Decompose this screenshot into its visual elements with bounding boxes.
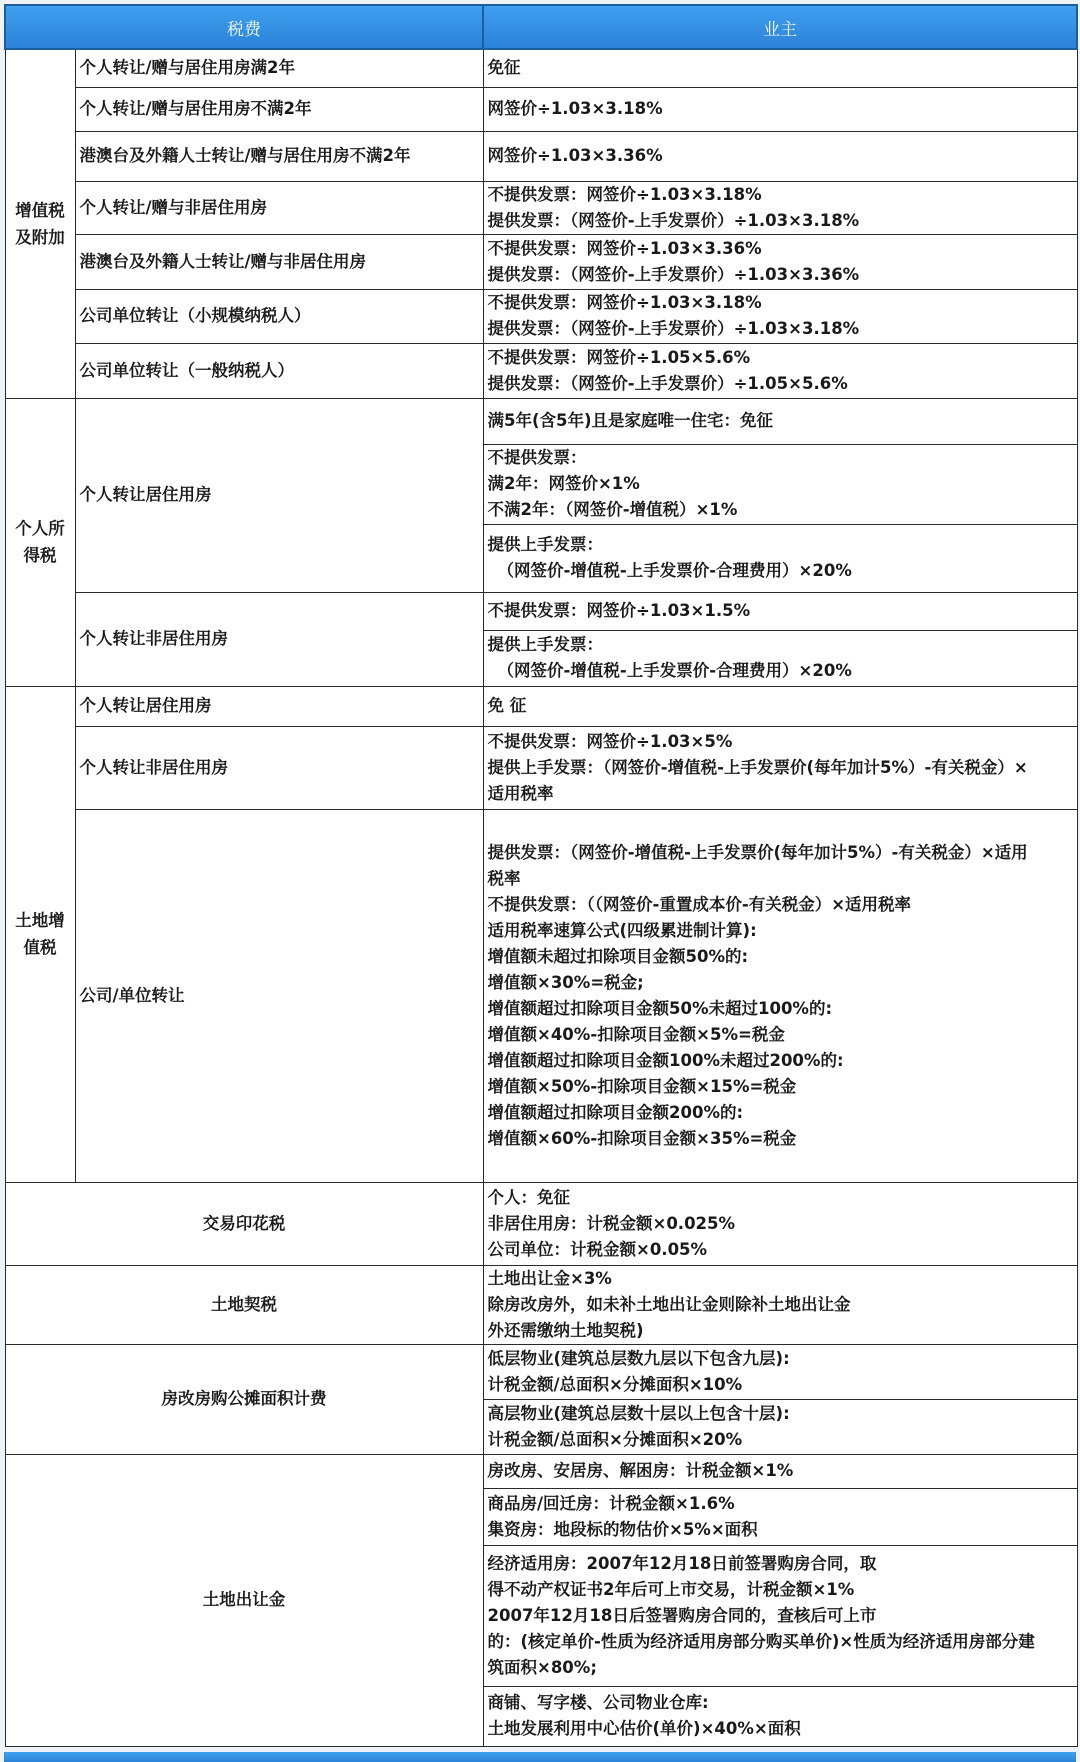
- header-tax: 税费: [5, 5, 483, 49]
- vat-value-2: 网签价÷1.03×3.36%: [483, 131, 1077, 181]
- landvat-value-1: 不提供发票：网签价÷1.03×5% 提供上手发票：（网签价-增值税-上手发票价(每年加计5%）-有关税金）× 适用税率: [483, 726, 1077, 809]
- vat-value-4: 不提供发票：网签价÷1.03×3.36% 提供发票：（网签价-上手发票价）÷1.03×3.36%: [483, 234, 1077, 289]
- income-residential-cell-0: 满5年(含5年)且是家庭唯一住宅：免征: [483, 398, 1077, 444]
- income-nonresidential-cell-0: 不提供发票：网签价÷1.03×1.5%: [483, 592, 1077, 630]
- header-owner: 业主: [483, 5, 1077, 49]
- header-row: [5, 5, 1077, 49]
- deed-label: 土地契税: [5, 1265, 483, 1344]
- deed-value: 土地出让金×3% 除房改房外，如未补土地出让金则除补土地出让金 外还需缴纳土地契税): [483, 1265, 1077, 1344]
- shared-area-cell-0: 低层物业(建筑总层数九层以下包含九层): 计税金额/总面积×分摊面积×10%: [483, 1344, 1077, 1399]
- tax-table-frame: [4, 4, 1076, 1747]
- landvat-label-1: 个人转让非居住用房: [75, 726, 483, 809]
- stamp-value: 个人：免征 非居住用房：计税金额×0.025% 公司单位：计税金额×0.05%: [483, 1182, 1077, 1265]
- vat-value-0: 免征: [483, 49, 1077, 87]
- category-land-vat: 土地增值税: [5, 686, 75, 1182]
- vat-label-3: 个人转让/赠与非居住用房: [75, 181, 483, 234]
- income-residential-cell-2: 提供上手发票： （网签价-增值税-上手发票价-合理费用）×20%: [483, 524, 1077, 592]
- shared-area-label: 房改房购公摊面积计费: [5, 1344, 483, 1454]
- footer-bar: [4, 1752, 1076, 1762]
- category-income: 个人所得税: [5, 398, 75, 686]
- tax-table: [4, 4, 1078, 1747]
- vat-label-6: 公司单位转让（一般纳税人）: [75, 343, 483, 398]
- landvat-value-2: 提供发票：（网签价-增值税-上手发票价(每年加计5%）-有关税金）×适用 税率 不提供发票：（（网签价-重置成本价-有关税金）×适用税率 适用税率速算公式(四级累进制计算): 增值额未超过扣除项目金额50%的: 增值额×30%=税金; 增值额超过扣除项目金额50%未超过100%的: 增值额×40%-扣除项目金额×5%=税金 增值额超过扣除项目金额100%未超过200%的: 增值额×50%-扣除项目金额×15%=税金 增值额超过扣除项目金额200%的: 增值额×60%-扣除项目金额×35%=税金: [483, 809, 1077, 1182]
- land-fee-label: 土地出让金: [5, 1454, 483, 1746]
- vat-label-5: 公司单位转让（小规模纳税人）: [75, 289, 483, 343]
- vat-value-1: 网签价÷1.03×3.18%: [483, 87, 1077, 131]
- shared-area-cell-1: 高层物业(建筑总层数十层以上包含十层): 计税金额/总面积×分摊面积×20%: [483, 1399, 1077, 1454]
- vat-value-5: 不提供发票：网签价÷1.03×3.18% 提供发票：（网签价-上手发票价）÷1.03×3.18%: [483, 289, 1077, 343]
- landvat-label-2: 公司/单位转让: [75, 809, 483, 1182]
- vat-value-3: 不提供发票：网签价÷1.03×3.18% 提供发票：（网签价-上手发票价）÷1.03×3.18%: [483, 181, 1077, 234]
- land-fee-cell-3: 商铺、写字楼、公司物业仓库: 土地发展利用中心估价(单价)×40%×面积: [483, 1686, 1077, 1746]
- landvat-label-0: 个人转让居住用房: [75, 686, 483, 726]
- income-residential-cell-1: 不提供发票： 满2年：网签价×1% 不满2年：（网签价-增值税）×1%: [483, 444, 1077, 524]
- vat-label-0: 个人转让/赠与居住用房满2年: [75, 49, 483, 87]
- category-vat: 增值税及附加: [5, 49, 75, 398]
- land-fee-cell-2: 经济适用房：2007年12月18日前签署购房合同，取 得不动产权证书2年后可上市交易，计税金额×1% 2007年12月18日后签署购房合同的，查核后可上市 的：(核定单价-性质为经济适用房部分购买单价)×性质为经济适用房部分建 筑面积×80%;: [483, 1545, 1077, 1686]
- vat-label-1: 个人转让/赠与居住用房不满2年: [75, 87, 483, 131]
- vat-value-6: 不提供发票：网签价÷1.05×5.6% 提供发票：（网签价-上手发票价）÷1.05×5.6%: [483, 343, 1077, 398]
- stamp-label: 交易印花税: [5, 1182, 483, 1265]
- income-label-nonresidential: 个人转让非居住用房: [75, 592, 483, 686]
- vat-label-4: 港澳台及外籍人士转让/赠与非居住用房: [75, 234, 483, 289]
- land-fee-cell-1: 商品房/回迁房：计税金额×1.6% 集资房：地段标的物估价×5%×面积: [483, 1488, 1077, 1545]
- income-nonresidential-cell-1: 提供上手发票： （网签价-增值税-上手发票价-合理费用）×20%: [483, 630, 1077, 686]
- land-fee-cell-0: 房改房、安居房、解困房：计税金额×1%: [483, 1454, 1077, 1488]
- income-label-residential: 个人转让居住用房: [75, 398, 483, 592]
- landvat-value-0: 免 征: [483, 686, 1077, 726]
- vat-label-2: 港澳台及外籍人士转让/赠与居住用房不满2年: [75, 131, 483, 181]
